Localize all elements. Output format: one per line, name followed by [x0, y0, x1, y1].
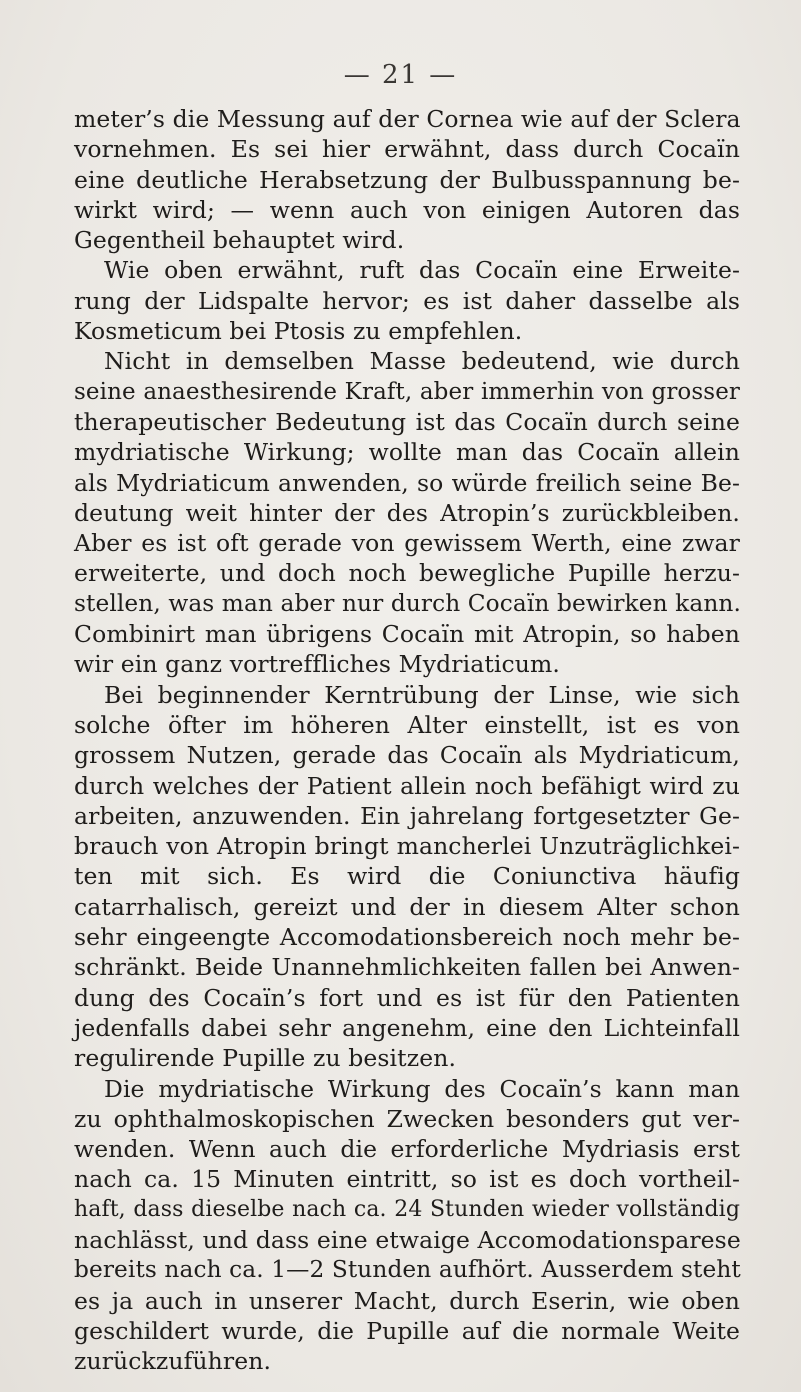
text-line: Aber es ist oft gerade von gewissem Werth, eine zwar: [74, 529, 740, 558]
text-line: jedenfalls dabei sehr angenehm, eine den Lichteinfall: [74, 1013, 740, 1042]
text-line: vornehmen. Es sei hier erwähnt, dass durch Cocaïn: [74, 135, 740, 164]
page-number: — 21 —: [343, 60, 458, 90]
text-line: mydriatische Wirkung; wollte man das Cocaïn allein: [74, 438, 740, 467]
text-line: bereits nach ca. 1—2 Stunden aufhört. Ausserdem steht: [74, 1256, 741, 1284]
text-line: zu ophthalmoskopischen Zwecken besonders gut ver-: [74, 1104, 740, 1133]
text-line: erweiterte, und doch noch bewegliche Pupille herzu-: [74, 559, 740, 588]
text-line: Wie oben erwähnt, ruft das Cocaïn eine Erweite-: [104, 256, 740, 285]
text-line: catarrhalisch, gereizt und der in diesem Alter schon: [74, 892, 740, 921]
text-line: deutung weit hinter der des Atropin’s zurückbleiben.: [74, 498, 740, 527]
text-line: therapeutischer Bedeutung ist das Cocaïn durch seine: [74, 407, 740, 436]
text-line: Bei beginnender Kerntrübung der Linse, wie sich: [104, 680, 740, 709]
text-line: solche öfter im höheren Alter einstellt, ist es von: [74, 710, 740, 739]
text-line: seine anaesthesirende Kraft, aber immerhin von grosser: [74, 378, 740, 405]
text-line: sehr eingeengte Accomodationsbereich noch mehr be-: [74, 923, 740, 952]
text-line: geschildert wurde, die Pupille auf die normale Weite: [74, 1316, 740, 1345]
text-line: nachlässt, und dass eine etwaige Accomodationsparese: [74, 1225, 741, 1254]
body-text: [74, 104, 740, 1376]
text-line: meter’s die Messung auf der Cornea wie auf der Sclera: [74, 105, 741, 133]
text-line: brauch von Atropin bringt mancherlei Unzuträglichkei-: [74, 832, 740, 861]
text-line: arbeiten, anzuwenden. Ein jahrelang fortgesetzter Ge-: [74, 801, 740, 830]
text-line: rung der Lidspalte hervor; es ist daher dasselbe als: [74, 286, 740, 315]
text-line: regulirende Pupille zu besitzen.: [74, 1044, 457, 1073]
text-line: schränkt. Beide Unannehmlichkeiten fallen bei Anwen-: [74, 953, 740, 982]
text-line: nach ca. 15 Minuten eintritt, so ist es doch vortheil-: [74, 1165, 740, 1194]
text-line: als Mydriaticum anwenden, so würde freilich seine Be-: [74, 468, 740, 497]
text-line: zurückzuführen.: [74, 1347, 272, 1376]
text-line: Die mydriatische Wirkung des Cocaïn’s kann man: [104, 1074, 740, 1103]
text-line: Combinirt man übrigens Cocaïn mit Atropin, so haben: [74, 620, 740, 649]
text-line: stellen, was man aber nur durch Cocaïn bewirken kann.: [74, 589, 741, 617]
text-line: wenden. Wenn auch die erforderliche Mydriasis erst: [74, 1135, 740, 1164]
text-line: Nicht in demselben Masse bedeutend, wie durch: [104, 347, 740, 376]
text-line: eine deutliche Herabsetzung der Bulbusspannung be-: [74, 165, 740, 194]
text-line: wir ein ganz vortreffliches Mydriaticum.: [74, 650, 560, 679]
text-line: es ja auch in unserer Macht, durch Eserin, wie oben: [74, 1286, 740, 1315]
text-line: grossem Nutzen, gerade das Cocaïn als Mydriaticum,: [74, 741, 740, 770]
text-line: wirkt wird; — wenn auch von einigen Autoren das: [74, 195, 740, 224]
text-line: haft, dass dieselbe nach ca. 24 Stunden wieder vollständig: [74, 1196, 740, 1222]
text-line: Kosmeticum bei Ptosis zu empfehlen.: [74, 317, 523, 346]
text-line: durch welches der Patient allein noch befähigt wird zu: [74, 771, 740, 800]
text-line: ten mit sich. Es wird die Coniunctiva häufig: [74, 862, 740, 891]
text-line: Gegentheil behauptet wird.: [74, 226, 405, 255]
text-line: dung des Cocaïn’s fort und es ist für den Patienten: [74, 983, 740, 1012]
